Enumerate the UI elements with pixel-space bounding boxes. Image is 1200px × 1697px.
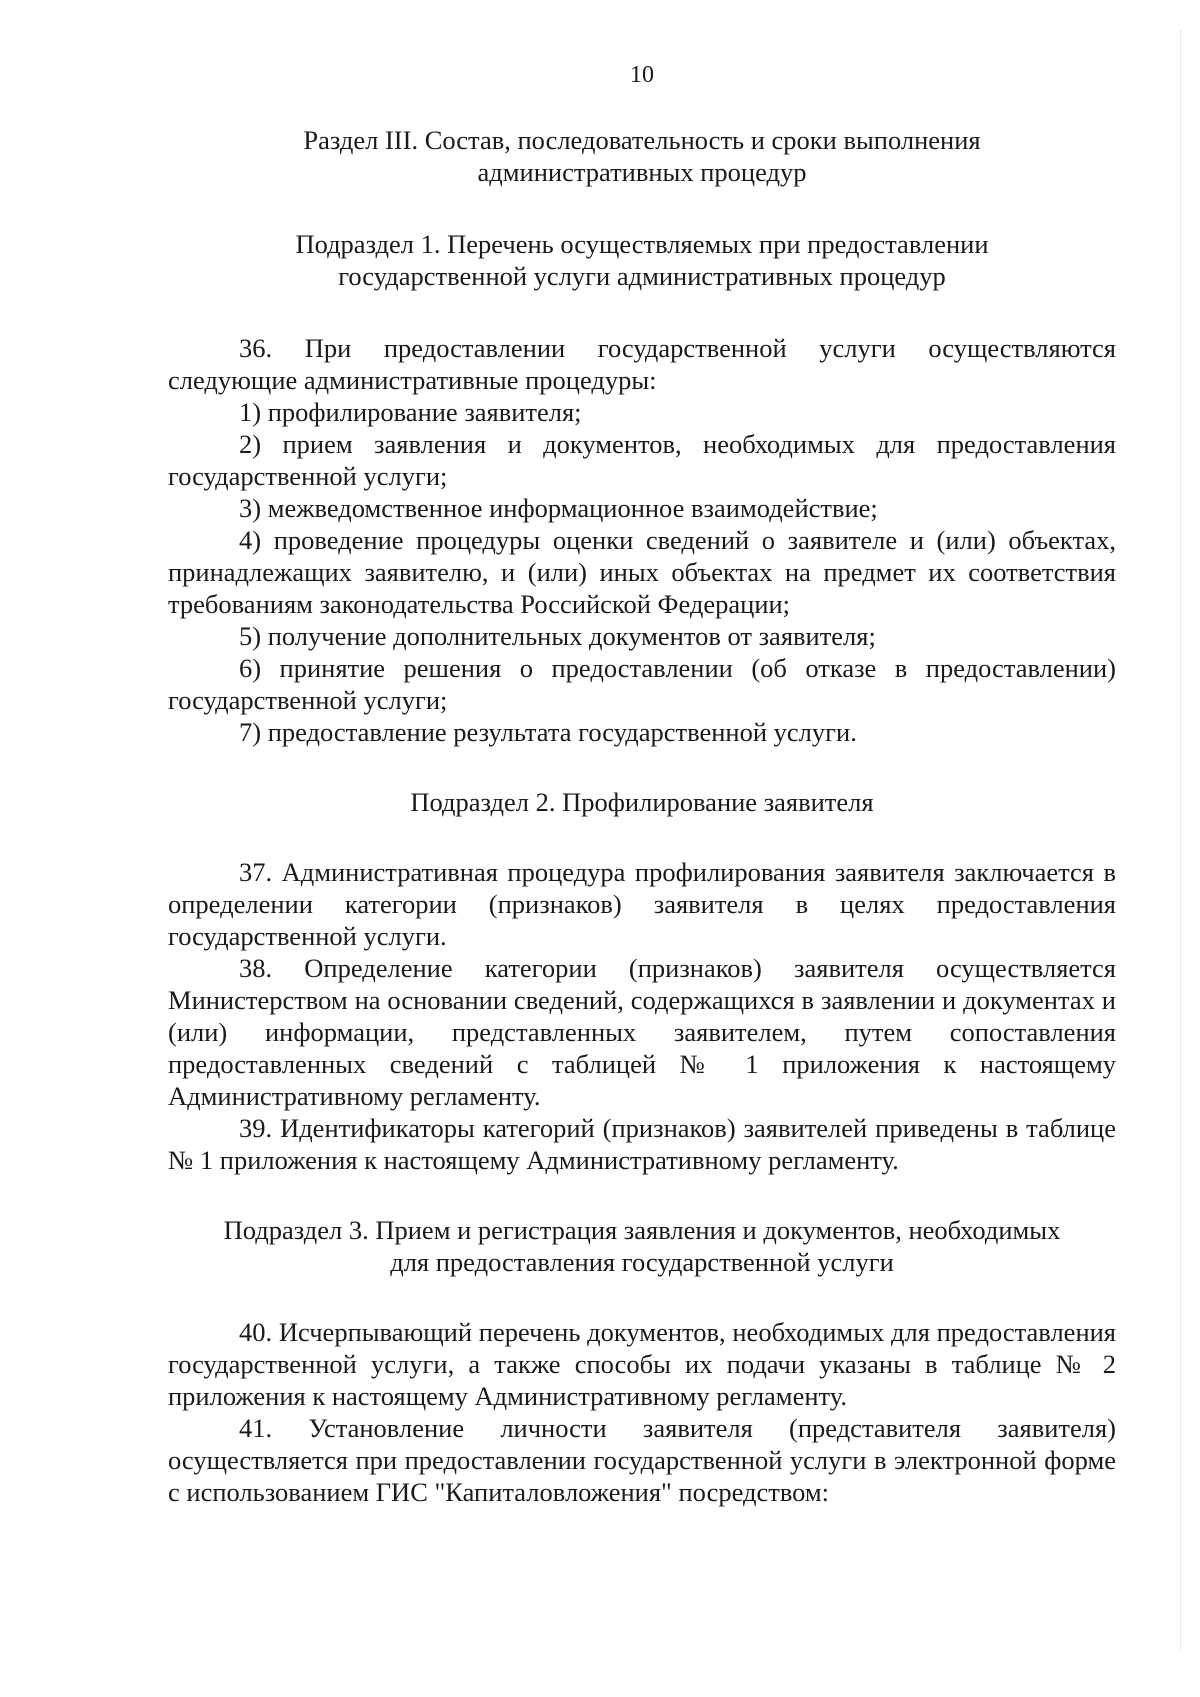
subsection-3-title-line-1: Подраздел 3. Прием и регистрация заявления и документов, необходимых: [223, 1215, 1061, 1245]
document-page: [168, 60, 1116, 1508]
procedure-item-2: 2) прием заявления и документов, необходимых для предоставления государственной услуги;: [168, 429, 1116, 491]
paragraph-38: 38. Определение категории (признаков) заявителя осуществляется Министерством на основании сведений, содержащихся в заявлении и документах и (или) информации, представленных заявителем, путем сопоставления предоставленных сведений с таблицей № 1 приложения к настоящему Административному регламенту.: [168, 953, 1116, 1111]
procedure-item-5: 5) получение дополнительных документов от заявителя;: [239, 621, 876, 651]
procedure-item-4: 4) проведение процедуры оценки сведений о заявителе и (или) объектах, принадлежащих заявителю, и (или) иных объектах на предмет их соответствия требованиям законодательства Российской Федерации;: [168, 525, 1116, 619]
paragraph-37: 37. Административная процедура профилирования заявителя заключается в определении категории (признаков) заявителя в целях предоставления государственной услуги.: [168, 857, 1116, 951]
subsection-1-title: [168, 228, 1116, 292]
page-number: 10: [630, 62, 654, 88]
paragraph-39: 39. Идентификаторы категорий (признаков) заявителей приведены в таблице № 1 приложения к настоящему Административному регламенту.: [168, 1113, 1116, 1175]
section-title-line-1: Раздел III. Состав, последовательность и сроки выполнения: [303, 125, 981, 155]
subsection-3-title-line-2: для предоставления государственной услуги: [390, 1247, 894, 1277]
subsection-3-title: [168, 1214, 1116, 1278]
paragraph-36: 36. При предоставлении государственной услуги осуществляются следующие административные процедуры:: [168, 333, 1116, 395]
subsection-1-title-line-2: государственной услуги административных процедур: [338, 261, 946, 291]
scan-edge-marks: [1180, 30, 1182, 1650]
subsection-2-title: Подраздел 2. Профилирование заявителя: [410, 787, 874, 817]
section-title: [168, 124, 1116, 188]
procedure-item-6: 6) принятие решения о предоставлении (об отказе в предоставлении) государственной услуги;: [168, 653, 1116, 715]
subsection-1-title-line-1: Подраздел 1. Перечень осуществляемых при предоставлении: [295, 229, 989, 259]
paragraph-40: 40. Исчерпывающий перечень документов, необходимых для предоставления государственной услуги, а также способы их подачи указаны в таблице № 2 приложения к настоящему Административному регламенту.: [168, 1317, 1116, 1411]
paragraph-41: 41. Установление личности заявителя (представителя заявителя) осуществляется при предоставлении государственной услуги в электронной форме с использованием ГИС "Капиталовложения" посредством:: [168, 1413, 1116, 1507]
section-title-line-2: административных процедур: [477, 157, 807, 187]
procedure-item-7: 7) предоставление результата государственной услуги.: [239, 717, 857, 747]
procedure-item-3: 3) межведомственное информационное взаимодействие;: [239, 493, 878, 523]
procedure-item-1: 1) профилирование заявителя;: [239, 397, 582, 427]
